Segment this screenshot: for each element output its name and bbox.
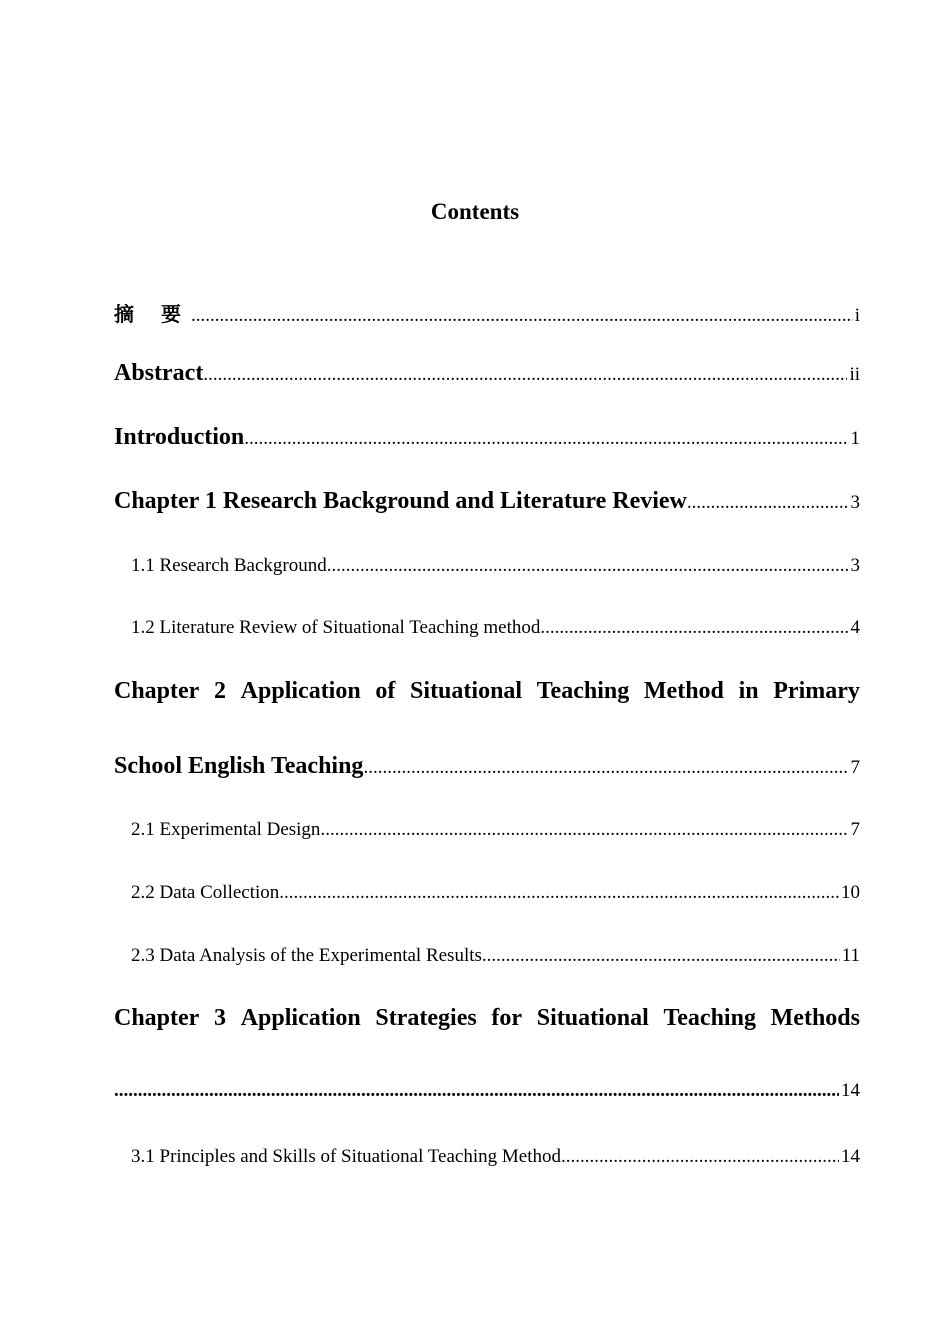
toc-page-number: i — [854, 305, 860, 326]
toc-leader — [327, 555, 849, 577]
word: Method — [643, 678, 724, 704]
toc-entry-title: Chapter 1 Research Background and Literature Review — [114, 488, 687, 514]
toc-entry-abstract[interactable] — [114, 360, 860, 387]
toc-page-number: 7 — [850, 819, 860, 840]
toc-page-number: 3 — [850, 492, 860, 513]
toc-page-number: 7 — [850, 757, 860, 778]
toc-page-number: 3 — [850, 555, 860, 576]
toc-entry-chapter-2[interactable] — [114, 753, 860, 780]
toc-page-number: 14 — [841, 1080, 860, 1101]
toc-title: Contents — [430, 199, 520, 224]
toc-page-number: 14 — [841, 1146, 860, 1167]
toc-entry-1-2[interactable] — [131, 617, 860, 639]
toc-page-number: ii — [849, 364, 860, 385]
word: Situational — [536, 1005, 649, 1031]
toc-entry-title: 1.1 Research Background — [131, 555, 327, 576]
word: Primary — [773, 678, 860, 704]
toc-leader — [244, 428, 848, 450]
toc-page-number: 1 — [850, 428, 860, 449]
toc-entry-2-1[interactable] — [131, 819, 860, 841]
toc-leader — [279, 882, 839, 904]
toc-entry-chapter-3[interactable] — [114, 1080, 860, 1102]
toc-leader — [320, 819, 848, 841]
toc-entry-2-3[interactable] — [131, 945, 860, 967]
word: for — [491, 1005, 523, 1031]
word: Teaching — [663, 1005, 756, 1031]
toc-entry-introduction[interactable] — [114, 424, 860, 451]
toc-entry-chapter-3-line1[interactable] — [114, 1005, 860, 1032]
toc-leader — [114, 1080, 839, 1102]
toc-leader — [540, 617, 848, 639]
toc-entry-chapter-2-line1[interactable] — [114, 678, 860, 705]
toc-leader — [203, 364, 847, 386]
word: of — [375, 678, 396, 704]
toc-entry-abstract-zh[interactable] — [114, 298, 860, 327]
word: Chapter — [114, 678, 200, 704]
word: Methods — [770, 1005, 860, 1031]
word: 2 — [214, 678, 226, 704]
word: 3 — [214, 1005, 227, 1031]
toc-leader — [482, 945, 840, 967]
toc-entry-title: 摘 要 — [114, 302, 191, 326]
word: Teaching — [536, 678, 630, 704]
toc-entry-2-2[interactable] — [131, 882, 860, 904]
toc-entry-title: 1.2 Literature Review of Situational Teaching method — [131, 617, 541, 638]
toc-entry-title: 2.1 Experimental Design — [131, 819, 321, 840]
word: Chapter — [114, 1005, 200, 1031]
toc-leader — [191, 305, 853, 327]
toc-entry-title: School English Teaching — [114, 753, 364, 779]
toc-leader — [561, 1146, 839, 1168]
toc-page-number: 4 — [850, 617, 860, 638]
toc-entry-3-1[interactable] — [131, 1146, 860, 1168]
word: Application — [240, 678, 361, 704]
toc-entry-title: 2.3 Data Analysis of the Experimental Results — [131, 945, 482, 966]
toc-leader — [687, 492, 849, 514]
word: Strategies — [375, 1005, 477, 1031]
toc-entry-1-1[interactable] — [131, 555, 860, 577]
toc-entry-title: 2.2 Data Collection — [131, 882, 280, 903]
toc-entry-chapter-1[interactable] — [114, 488, 860, 515]
toc-page-number: 10 — [841, 882, 860, 903]
toc-entry-title: Introduction — [114, 424, 245, 450]
toc-entry-title: 3.1 Principles and Skills of Situational Teaching Method — [131, 1146, 561, 1167]
toc-entry-title: Abstract — [114, 360, 204, 386]
word: Situational — [410, 678, 523, 704]
toc-page-number: 11 — [841, 945, 860, 966]
word: Application — [240, 1005, 361, 1031]
toc-leader — [363, 757, 848, 779]
word: in — [738, 678, 759, 704]
